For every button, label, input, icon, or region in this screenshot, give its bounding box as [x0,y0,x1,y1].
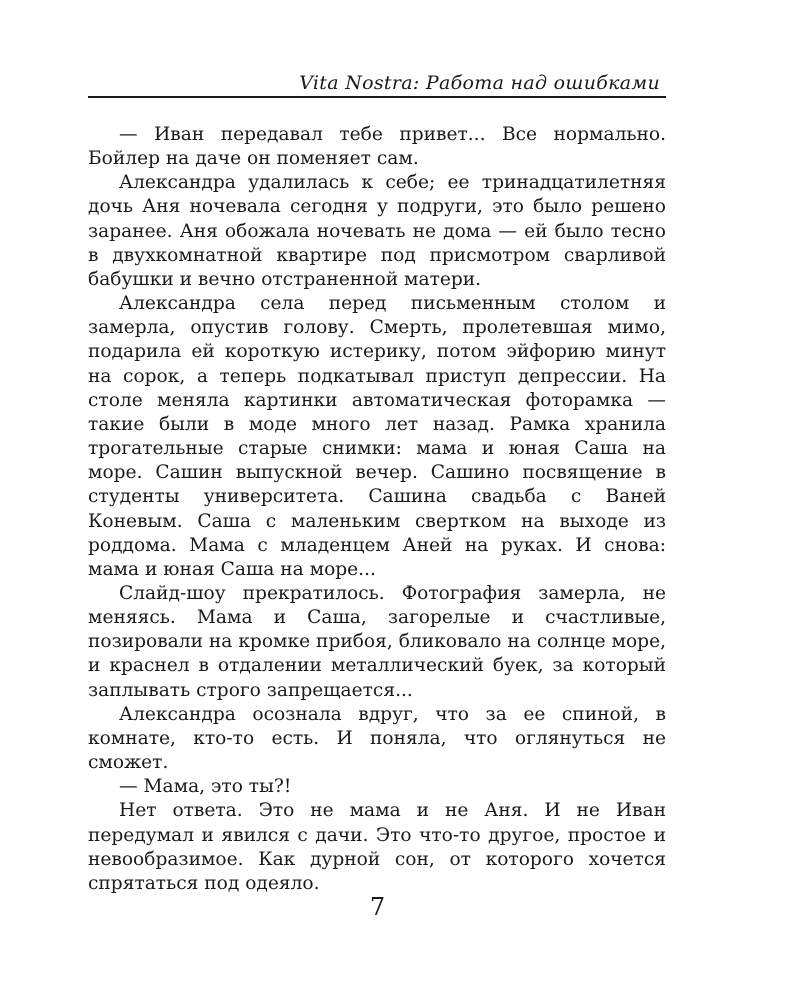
paragraph: Слайд-шоу прекратилось. Фотография замерла, не меняясь. Мама и Саша, загорелые и счастливые, позировали на кромке прибоя, бликовало на солнце море, и краснел в отдалении металлический буек, за который заплывать строго запрещается... [88,582,666,701]
paragraph: Нет ответа. Это не мама и не Аня. И не Иван передумал и явился с дачи. Это что-то другое, простое и невообразимое. Как дурной сон, от которого хочется спрятаться под одеяло. [88,800,666,894]
paragraph: Александра удалилась к себе; ее тринадцатилетняя дочь Аня ночевала сегодня у подруги, это было решено заранее. Аня обожала ночевать не дома — ей было тесно в двухкомнатной квартире под присмотром сварливой бабушки и вечно отстраненной матери. [88,172,666,290]
paragraph: — Иван передавал тебе привет... Все нормально. Бойлер на даче он поменяет сам. [88,124,666,170]
body-text [88,123,666,896]
paragraph: — Мама, это ты?! [119,776,292,798]
paragraph: Александра осознала вдруг, что за ее спиной, в комнате, кто-то есть. И поняла, что оглянуться не сможет. [88,703,666,774]
running-head-title: Vita Nostra: Работа над ошибками [299,72,660,94]
page-number: 7 [369,893,386,921]
header-rule [88,96,666,98]
paragraph: Александра села перед письменным столом и замерла, опустив голову. Смерть, пролетевшая мимо, подарила ей короткую истерику, потом эйфорию минут на сорок, а теперь подкатывал приступ депрессии. На столе меняла картинки автоматическая фоторамка — такие были в моде много лет назад. Рамка хранила трогательные старые снимки: мама и юная Саша на море. Сашин выпускной вечер. Сашино посвящение в студенты университета. Сашина свадьба с Ваней Коневым. Саша с маленьким свертком на выходе из роддома. Мама с младенцем Аней на руках. И снова: мама и юная Саша на море... [88,293,666,580]
